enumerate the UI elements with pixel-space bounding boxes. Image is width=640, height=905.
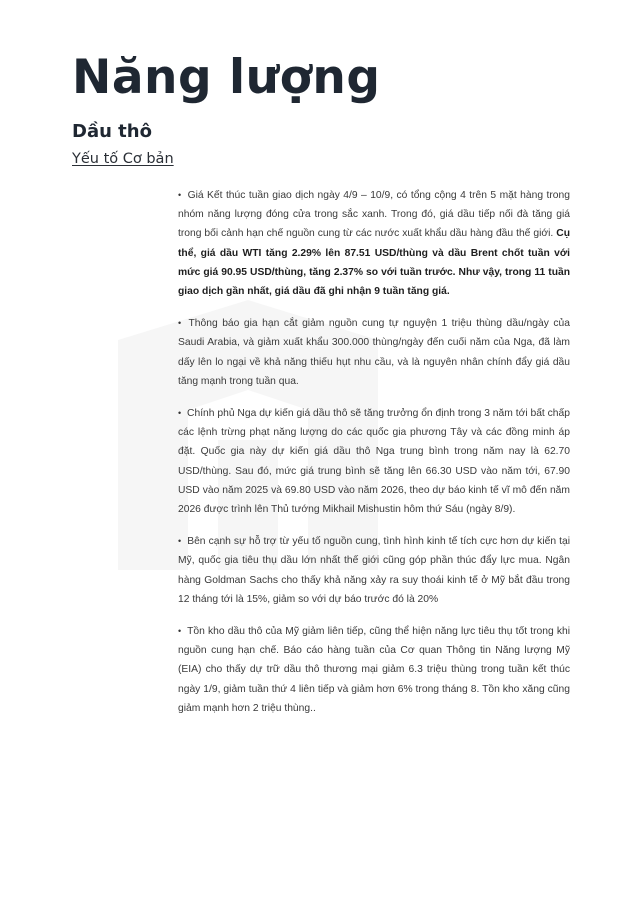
paragraph-text: Bên cạnh sự hỗ trợ từ yếu tố nguồn cung, tình hình kinh tế tích cực hơn dự kiến tại Mỹ, quốc gia tiêu thụ dầu lớn nhất thế giới cũng góp phần thúc đẩy lực mua. Ngân hàng Goldman Sachs cho thấy khả năng xảy ra suy thoái kinh tế ở Mỹ bắt đầu trong 12 tháng tới là 15%, giảm so với dự báo trước đó là 20% [178,536,570,605]
bullet-icon: • [178,626,182,637]
paragraph-text: Thông báo gia hạn cắt giảm nguồn cung tự nguyện 1 triệu thùng dầu/ngày của Saudi Arabia, và giảm xuất khẩu 300.000 thùng/ngày đến cuối năm của Nga, đã làm dấy lên lo ngại về khả năng thiếu hụt nhu cầu, và là nguyên nhân chính đẩy giá dầu tăng mạnh trong tuần qua. [178,318,570,387]
bullet-icon: • [178,318,182,329]
paragraph-price-summary [178,186,570,301]
paragraph-supply-cut [178,314,570,391]
paragraph-text: Tồn kho dầu thô của Mỹ giảm liên tiếp, cũng thể hiện năng lực tiêu thụ tốt trong khi nguồn cung hạn chế. Báo cáo hàng tuần của Cơ quan Thông tin Năng lượng Mỹ (EIA) cho thấy dự trữ dầu thô thương mại giảm 6.3 triệu thùng trong tuần kết thúc ngày 1/9, giảm tuần thứ 4 liên tiếp và giảm hơn 6% trong tháng 8. Tồn kho xăng cũng giảm mạnh hơn 2 triệu thùng.. [178,626,570,714]
paragraph-bold-text: Cụ thể, giá dầu WTI tăng 2.29% lên 87.51 USD/thùng và dầu Brent chốt tuần với mức giá 90.95 USD/thùng, tăng 2.37% so với tuần trước. Như vậy, trong 11 tuần giao dịch gần nhất, giá dầu đã ghi nhận 9 tuần tăng giá. [178,228,570,298]
bullet-icon: • [178,536,182,547]
paragraph-russia-forecast [178,404,570,519]
paragraph-us-inventory [178,622,570,718]
paragraph-text: Giá Kết thúc tuần giao dịch ngày 4/9 – 10/9, có tổng cộng 4 trên 5 mặt hàng trong nhóm năng lượng đóng cửa trong sắc xanh. Trong đó, giá dầu tiếp nối đà tăng giá trong bối cảnh hạn chế nguồn cung từ các nước xuất khẩu dầu hàng đầu thế giới. [178,190,570,240]
bullet-icon: • [178,408,182,419]
page-title: Năng lượng [72,50,381,105]
paragraph-text: Chính phủ Nga dự kiến giá dầu thô sẽ tăng trưởng ổn định trong 3 năm tới bất chấp các lệnh trừng phạt năng lượng do các quốc gia phương Tây và các đồng minh áp đặt. Quốc gia này dự kiến giá dầu thô Nga trung bình trong năm nay là 62.70 USD/thùng. Sau đó, mức giá trung bình sẽ tăng lên 66.30 USD vào năm tới, 67.90 USD vào năm 2025 và 69.80 USD vào năm 2026, theo dự báo kinh tế vĩ mô đến năm 2026 được trình lên Thủ tướng Mikhail Mishustin hôm thứ Sáu (ngày 8/9). [178,408,570,516]
paragraph-us-economy [178,532,570,609]
bullet-icon: • [178,190,182,200]
subsection-link[interactable]: Yếu tố Cơ bản [72,151,174,167]
section-title: Dầu thô [72,121,152,142]
article-body [178,186,570,731]
